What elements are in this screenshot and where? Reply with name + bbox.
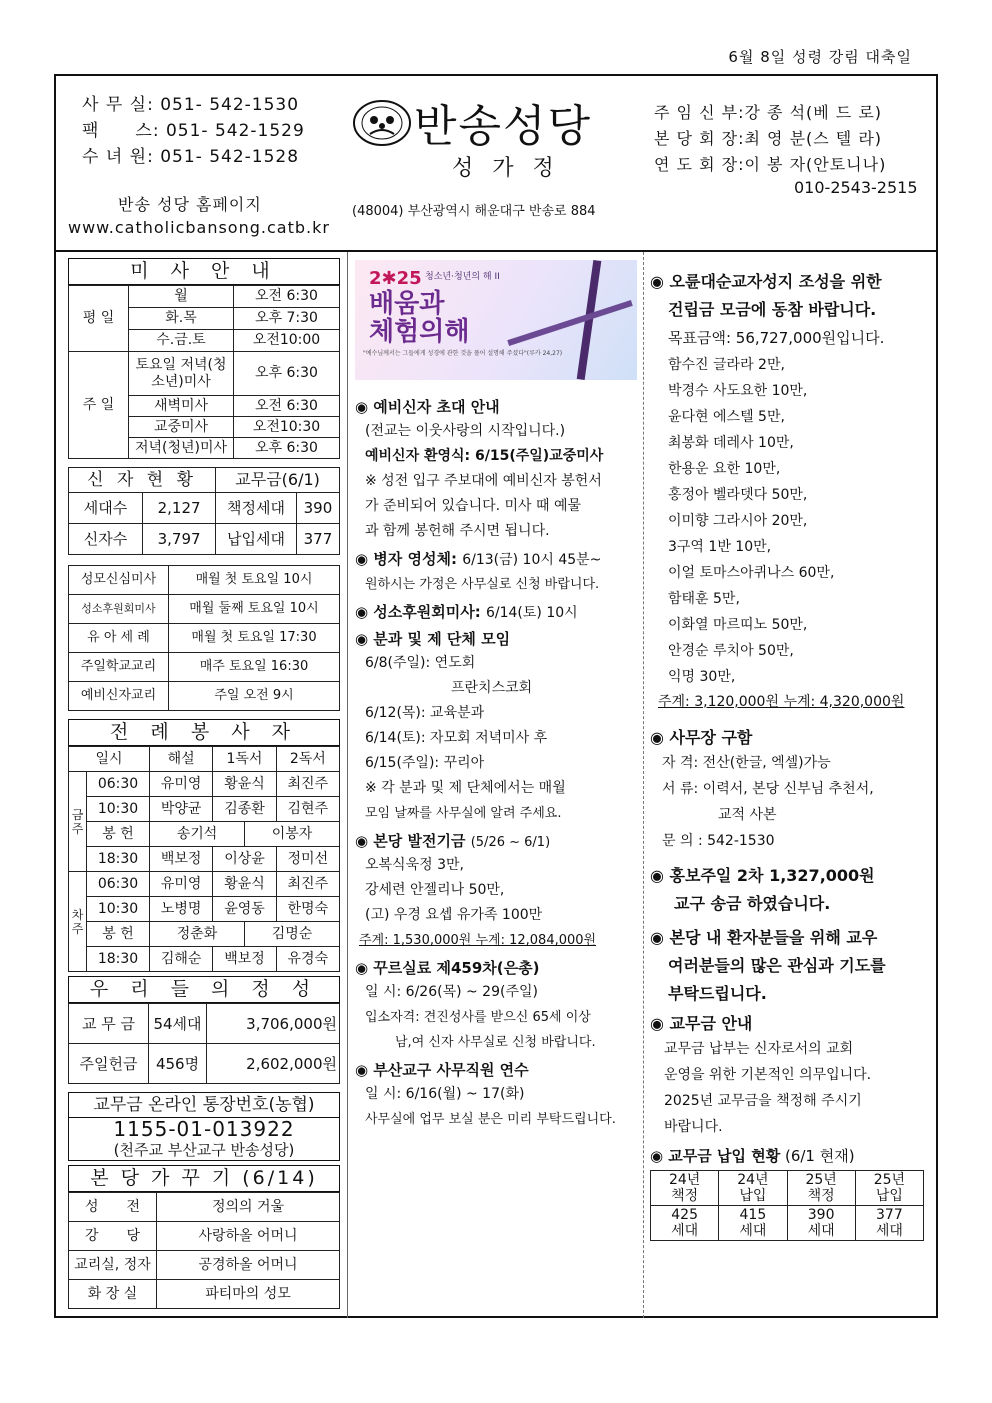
prayer-notice: ◉ 본당 내 환자분들을 위해 교우 여러분들의 많은 관심과 기도를 부탁드립니다. (650, 928, 886, 1004)
payment-status: ◉ 교무금 납입 현황 (6/1 현재) 24년 책정 24년 납입 25년 책정 25년 납입 425 세대 415 세대 390 세대 377 세대 (650, 1144, 930, 1241)
notice-catechumen: ◉ 예비신자 초대 안내 (전교는 이웃사랑의 시작입니다.) 예비신자 환영식: 6/15(주일)교중미사 ※ 성전 입구 주보대에 예비신자 봉헌서 가 준비되어 있습니다. 미사 때 예물 과 함께 봉헌해 주시면 됩니다. (355, 398, 604, 539)
notice-development-fund: ◉ 본당 발전기금 (5/26 ~ 6/1) 오복식욱정 3만, 강세련 안젤리나 50만, (고) 우경 요셉 유가족 100만 주계: 1,530,000원 누계: 12,084,000원 (355, 831, 597, 949)
staff-pastor: 주 임 신 부:강 종 석(베 드 로) (654, 103, 883, 122)
weekday-label: 평 일 (69, 286, 129, 352)
right-column (650, 268, 930, 1241)
church-subtitle: 성 가 정 (452, 156, 560, 181)
middle-column (355, 392, 640, 1132)
offering-title: 우 리 들 의 정 성 (68, 976, 340, 1003)
staff-yeondo: 연 도 회 장:이 봉 자(안토니나) (654, 155, 887, 174)
banner-small: 청소년·청년의 해 II (425, 272, 500, 282)
mass-title: 미 사 안 내 (68, 258, 340, 285)
stats-table: 신 자 현 황 교무금(6/1) 세대수 2,127 책정세대 390 신자수 3,797 납입세대 377 (68, 467, 340, 555)
fund-notice: ◉ 오륜대순교자성지 조성을 위한 건립금 모금에 동참 바랍니다. 목표금액: 56,727,000원입니다. 함수진 글라라 2만, 박경수 사도요한 10만, 윤다현 에스텔 5만, 최봉화 데레사 10만, 한용운 요한 10만, 홍정아 벨라뎃다 50만, 이미향 그라시아 20만, 3구역 1반 10만, 이얼 토마스아퀴나스 60만, 함태훈 5만, 이화열 마르띠노 50만, 안경순 루치아 50만, 익명 30만, 주계: 3,120,000원 누계: 4,320,000원 (650, 268, 930, 714)
account-number: 1155-01-013922 (113, 1117, 295, 1141)
sunday-label: 주 일 (69, 352, 129, 459)
decor-table: 성 전 정의의 거울 강 당 사랑하올 어머니 교리실, 정자 공경하올 어머니 화 장 실 파티마의 성모 (68, 1192, 340, 1309)
banner-line2: 체험의해 (369, 317, 470, 347)
staff-phone: 010-2543-2515 (794, 178, 918, 197)
account-title: 교무금 온라인 통장번호(농협) (69, 1093, 339, 1118)
mass-table: 평 일 월 오전 6:30 화.목 오후 7:30 수.금.토 오전10:00 주 일 토요일 저녁(청소년)미사 오후 6:30 새벽미사 오전 6:30 교중미사 오전10:30 저녁(청년)미사 오후 6:30 (68, 285, 340, 459)
contact-fax: 팩 스: 051- 542-1529 (82, 121, 305, 141)
schedule-table: 성모신심미사 매월 첫 토요일 10시 성소후원회미사 매월 둘째 토요일 10시 유 아 세 례 매월 첫 토요일 17:30 주일학교교리 매주 토요일 16:30 예비신자교리 주일 오전 9시 (68, 565, 340, 711)
contact-block (82, 92, 305, 170)
donor-list: 함수진 글라라 2만, 박경수 사도요한 10만, 윤다현 에스텔 5만, 최봉화 데레사 10만, 한용운 요한 10만, 홍정아 벨라뎃다 50만, 이미향 그라시아 20만, 3구역 1반 10만, 이얼 토마스아퀴나스 60만, 함태훈 5만, 이화열 마르띠노 50만, 안경순 루치아 50만, 익명 30만, (668, 357, 835, 685)
church-logo (352, 98, 412, 148)
column-divider-1 (347, 252, 348, 1318)
contact-convent: 수 녀 원: 051- 542-1528 (82, 147, 300, 167)
decor-title: 본 당 가 꾸 기 (6/14) (68, 1165, 340, 1192)
payment-table: 24년 책정 24년 납입 25년 책정 25년 납입 425 세대 415 세대 390 세대 377 세대 (650, 1170, 924, 1241)
due-notice: ◉ 교무금 안내 교무금 납부는 신자로서의 교회 운영을 위한 기본적인 의무입니다. 2025년 교무금을 책정해 주시기 바랍니다. (650, 1014, 872, 1136)
promo-notice: ◉ 홍보주일 2차 1,327,000원 교구 송금 하였습니다. (650, 866, 875, 914)
contact-office: 사 무 실: 051- 542-1530 (82, 95, 300, 115)
year-banner (355, 260, 637, 380)
homepage-url[interactable]: www.catholicbansong.catb.kr (68, 218, 330, 237)
servers-title: 전 례 봉 사 자 (68, 719, 340, 746)
banner-crossbar (507, 300, 632, 346)
banner-caption: "예수님께서는 그들에게 성경에 관한 것을 풀어 설명해 주셨다"(루카 24,27) (363, 350, 563, 357)
notice-sick-communion: ◉ 병자 영성체: 6/13(금) 10시 45분~ 원하시는 가정은 사무실로 신청 바랍니다. (355, 550, 602, 592)
church-address: (48004) 부산광역시 해운대구 반송로 884 (352, 204, 596, 219)
homepage-label: 반송 성당 홈페이지 (118, 195, 262, 214)
account-box (68, 1092, 340, 1161)
account-holder: (천주교 부산교구 반송성당) (113, 1141, 295, 1159)
notice-staff-training: ◉ 부산교구 사무직원 연수 일 시: 6/16(월) ~ 17(화) 사무실에 업무 보실 분은 미리 부탁드립니다. (355, 1061, 616, 1128)
banner-year: 2✱25 (369, 268, 422, 289)
header-divider (54, 250, 938, 252)
notice-meetings: ◉ 분과 및 제 단체 모임 6/8(주일): 연도회 프란치스코회 6/12(목): 교육분과 6/14(토): 자모회 저녁미사 후 6/15(주일): 꾸리아 ※ 각 분과 및 제 단체에서는 매월 모임 날짜를 사무실에 알려 주세요. (355, 629, 566, 821)
staff-block (654, 100, 886, 178)
staff-president: 본 당 회 장:최 영 분(스 텔 라) (654, 129, 883, 148)
notice-vocation-mass: ◉ 성소후원회미사: 6/14(토) 10시 (355, 602, 578, 621)
notice-cursillo: ◉ 꾸르실료 제459차(은총) 일 시: 6/26(목) ~ 29(주일) 입소자격: 견진성사를 받으신 65세 이상 남,여 신자 사무실로 신청 바랍니다. (355, 959, 596, 1051)
job-notice: ◉ 사무장 구함 자 격: 전산(한글, 엑셀)가능 서 류: 이력서, 본당 신부님 추천서, 교적 사본 문 의 : 542-1530 (650, 728, 874, 850)
column-divider-2 (643, 252, 644, 1318)
offering-table: 교 무 금 54세대 3,706,000원 주일헌금 456명 2,602,000원 (68, 1003, 340, 1084)
left-column (68, 258, 340, 1309)
banner-line1: 배움과 (369, 289, 445, 319)
church-name: 반송성당 (414, 102, 593, 151)
issue-date: 6월 8일 성령 강림 대축일 (728, 48, 912, 66)
servers-table: 일시 해설 1독서 2독서 금주 06:30 유미영 황윤식 최진주 10:30 박양균 김종환 김현주 봉 헌 송기석 이봉자 18:30 백보정 이상윤 정미선 차주 06:30 유미영 황윤식 최진주 10:30 노병명 윤영동 한명숙 봉 헌 정춘화 김명순 18:30 김해순 백보정 유경숙 (68, 746, 340, 972)
